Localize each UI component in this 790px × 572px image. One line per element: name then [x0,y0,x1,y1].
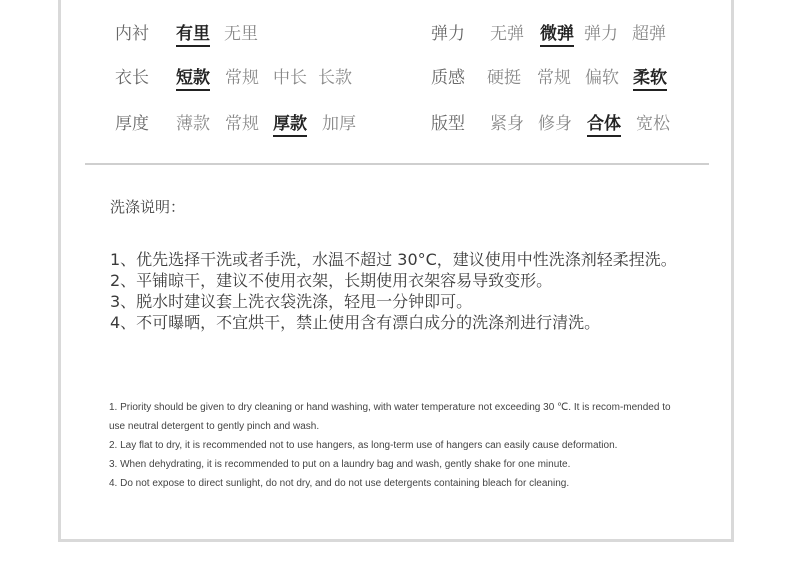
attr-option: 硬挺 [487,68,521,88]
wash-item-cn: 2、平铺晾干，建议不使用衣架，长期使用衣架容易导致变形。 [110,271,553,290]
attr-option: 短款 [176,63,210,91]
attr-option: 超弹 [632,24,666,44]
attr-option: 中长 [273,68,307,88]
attr-label: 衣长 [115,68,149,88]
attr-option: 微弹 [540,19,574,47]
attr-label: 质感 [431,68,465,88]
attr-option: 常规 [537,68,571,88]
attr-option: 无弹 [490,24,524,44]
attr-option: 紧身 [490,114,524,134]
attr-label: 版型 [431,114,465,134]
attr-label: 弹力 [431,24,465,44]
wash-item-cn: 4、不可曝晒，不宜烘干，禁止使用含有漂白成分的洗涤剂进行清洗。 [110,313,601,332]
attr-option: 加厚 [322,114,356,134]
wash-item-en: 3. When dehydrating, it is recommended to put on a laundry bag and wash, gently shake for one minute. [109,459,571,470]
wash-item-en: 4. Do not expose to direct sunlight, do not dry, and do not use detergents containing bleach for cleaning. [109,478,570,489]
attr-option: 有里 [176,19,210,47]
attr-label: 厚度 [115,114,149,134]
wash-item-en: 1. Priority should be given to dry cleaning or hand washing, with water temperature not exceeding 30 ℃. It is recom-mended to use neutral detergent to gently pinch and wash. [109,402,671,432]
attr-option: 修身 [538,114,572,134]
wash-title: 洗涤说明： [110,198,186,216]
attr-option: 柔软 [633,63,667,91]
attr-label: 内衬 [115,24,149,44]
attr-option: 无里 [224,24,258,44]
attr-option: 长款 [318,68,352,88]
attr-option: 薄款 [176,114,210,134]
attr-option: 厚款 [273,109,307,137]
attr-option: 常规 [225,114,259,134]
wash-instructions-cn [110,249,700,333]
section-divider [85,163,709,165]
attr-option: 合体 [587,109,621,137]
attr-option: 宽松 [636,114,670,134]
wash-instructions-en [109,398,689,493]
attr-option: 弹力 [584,24,618,44]
wash-item-cn: 3、脱水时建议套上洗衣袋洗涤，轻甩一分钟即可。 [110,292,473,311]
attr-option: 偏软 [585,68,619,88]
wash-item-cn: 1、优先选择干洗或者手洗，水温不超过 30°C，建议使用中性洗涤剂轻柔捏洗。 [110,250,677,269]
wash-item-en: 2. Lay flat to dry, it is recommended not to use hangers, as long-term use of hangers can easily cause deformation. [109,440,618,451]
attr-option: 常规 [225,68,259,88]
